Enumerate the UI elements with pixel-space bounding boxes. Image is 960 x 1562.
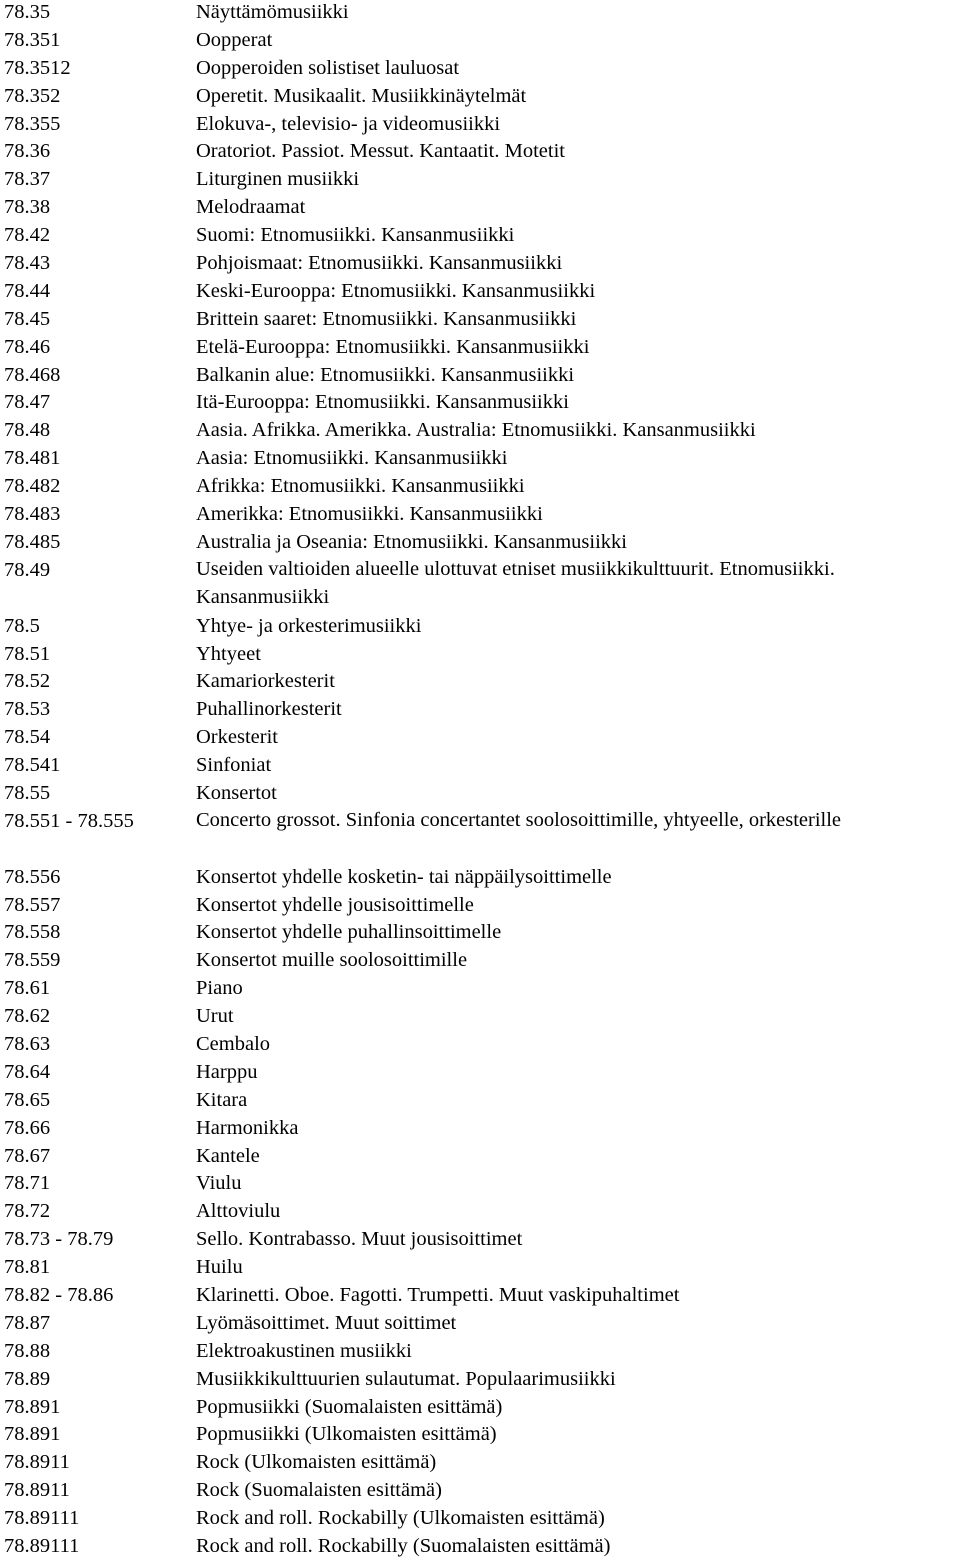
list-item bbox=[0, 223, 960, 251]
class-code: 78.64 bbox=[4, 1060, 51, 1083]
class-label: Konsertot muille soolosoittimille bbox=[196, 949, 468, 972]
class-label: Konsertot yhdelle kosketin- tai näppäilysoittimelle bbox=[196, 865, 612, 888]
class-code: 78.37 bbox=[4, 168, 51, 191]
list-item bbox=[0, 893, 960, 921]
class-code: 78.73 - 78.79 bbox=[4, 1228, 114, 1251]
class-label: Melodraamat bbox=[196, 196, 306, 219]
list-item bbox=[0, 251, 960, 279]
class-label: Brittein saaret: Etnomusiikki. Kansanmusiikki bbox=[196, 307, 577, 330]
list-item bbox=[0, 530, 960, 558]
class-label: Amerikka: Etnomusiikki. Kansanmusiikki bbox=[196, 503, 543, 526]
class-code: 78.468 bbox=[4, 363, 61, 386]
class-label: Rock and roll. Rockabilly (Suomalaisten esittämä) bbox=[196, 1535, 611, 1558]
list-item bbox=[0, 474, 960, 502]
class-code: 78.541 bbox=[4, 754, 61, 777]
class-code: 78.66 bbox=[4, 1116, 51, 1139]
class-label: Konsertot yhdelle jousisoittimelle bbox=[196, 893, 474, 916]
class-code: 78.46 bbox=[4, 335, 51, 358]
list-item bbox=[0, 307, 960, 335]
list-item bbox=[0, 920, 960, 948]
list-item bbox=[0, 1450, 960, 1478]
class-code: 78.485 bbox=[4, 530, 61, 553]
list-item bbox=[0, 167, 960, 195]
class-code: 78.557 bbox=[4, 893, 61, 916]
list-item bbox=[0, 1144, 960, 1172]
class-label: Kitara bbox=[196, 1088, 248, 1111]
class-code: 78.8911 bbox=[4, 1479, 70, 1502]
class-code: 78.42 bbox=[4, 224, 51, 247]
list-item bbox=[0, 1116, 960, 1144]
list-item bbox=[0, 1004, 960, 1032]
class-label: Aasia: Etnomusiikki. Kansanmusiikki bbox=[196, 447, 508, 470]
class-label: Cembalo bbox=[196, 1032, 271, 1055]
class-code: 78.72 bbox=[4, 1200, 51, 1223]
list-item bbox=[0, 642, 960, 670]
list-item bbox=[0, 0, 960, 28]
class-label: Elektroakustinen musiikki bbox=[196, 1339, 412, 1362]
class-code: 78.52 bbox=[4, 670, 51, 693]
class-label: Oratoriot. Passiot. Messut. Kantaatit. Motetit bbox=[196, 140, 565, 163]
class-label: Sinfoniat bbox=[196, 754, 272, 777]
class-code: 78.352 bbox=[4, 84, 61, 107]
class-label: Oopperat bbox=[196, 28, 273, 51]
class-code: 78.71 bbox=[4, 1172, 51, 1195]
class-label: Popmusiikki (Suomalaisten esittämä) bbox=[196, 1395, 503, 1418]
class-code: 78.44 bbox=[4, 279, 51, 302]
class-code: 78.556 bbox=[4, 865, 61, 888]
class-code: 78.82 - 78.86 bbox=[4, 1284, 114, 1306]
list-item bbox=[0, 669, 960, 697]
list-item bbox=[0, 502, 960, 530]
list-item bbox=[0, 1478, 960, 1506]
class-label: Kantele bbox=[196, 1144, 260, 1167]
class-label: Harmonikka bbox=[196, 1116, 299, 1139]
class-label: Useiden valtioiden alueelle ulottuvat etniset musiikkikulttuurit. Etnomusiikki. Kansanmusiikki bbox=[196, 557, 835, 608]
class-label: Huilu bbox=[196, 1256, 243, 1279]
list-item bbox=[0, 1422, 960, 1450]
list-item bbox=[0, 335, 960, 363]
list-item bbox=[0, 1367, 960, 1395]
list-item bbox=[0, 865, 960, 893]
class-code: 78.38 bbox=[4, 196, 51, 219]
class-label: Yhtye- ja orkesterimusiikki bbox=[196, 614, 422, 637]
class-label: Aasia. Afrikka. Amerikka. Australia: Etnomusiikki. Kansanmusiikki bbox=[196, 419, 756, 442]
list-item bbox=[0, 725, 960, 753]
class-code: 78.45 bbox=[4, 307, 51, 330]
class-label: Oopperoiden solistiset lauluosat bbox=[196, 56, 460, 79]
class-label: Keski-Eurooppa: Etnomusiikki. Kansanmusiikki bbox=[196, 279, 596, 302]
list-item bbox=[0, 1534, 960, 1562]
class-label: Viulu bbox=[196, 1172, 242, 1195]
list-item bbox=[0, 558, 960, 614]
class-label: Sello. Kontrabasso. Muut jousisoittimet bbox=[196, 1228, 523, 1251]
class-code: 78.49 bbox=[4, 558, 51, 581]
list-item bbox=[0, 753, 960, 781]
class-code: 78.48 bbox=[4, 419, 51, 442]
class-code: 78.62 bbox=[4, 1005, 51, 1028]
class-code: 78.89 bbox=[4, 1367, 51, 1390]
class-code: 78.89111 bbox=[4, 1535, 80, 1558]
list-item bbox=[0, 1255, 960, 1283]
class-label: Operetit. Musikaalit. Musiikkinäytelmät bbox=[196, 84, 527, 107]
class-code: 78.53 bbox=[4, 698, 51, 721]
list-item bbox=[0, 1088, 960, 1116]
class-code: 78.351 bbox=[4, 28, 61, 51]
class-code: 78.43 bbox=[4, 252, 51, 275]
list-item bbox=[0, 112, 960, 140]
class-code: 78.63 bbox=[4, 1032, 51, 1055]
class-code: 78.891 bbox=[4, 1423, 61, 1446]
class-label: Harppu bbox=[196, 1060, 258, 1083]
class-label: Alttoviulu bbox=[196, 1200, 281, 1223]
class-code: 78.355 bbox=[4, 112, 61, 135]
class-label: Popmusiikki (Ulkomaisten esittämä) bbox=[196, 1423, 497, 1446]
class-label: Piano bbox=[196, 977, 243, 1000]
class-label: Australia ja Oseania: Etnomusiikki. Kansanmusiikki bbox=[196, 530, 628, 553]
list-item bbox=[0, 1506, 960, 1534]
class-code: 78.55 bbox=[4, 781, 51, 804]
class-code: 78.551 - 78.555 bbox=[4, 809, 134, 832]
list-item bbox=[0, 1032, 960, 1060]
list-item bbox=[0, 1339, 960, 1367]
list-item bbox=[0, 279, 960, 307]
class-code: 78.61 bbox=[4, 977, 51, 1000]
class-code: 78.3512 bbox=[4, 56, 71, 79]
class-code: 78.47 bbox=[4, 391, 51, 414]
class-label: Orkesterit bbox=[196, 726, 278, 749]
class-code: 78.54 bbox=[4, 726, 51, 749]
class-code: 78.51 bbox=[4, 642, 51, 665]
class-code: 78.482 bbox=[4, 475, 61, 498]
list-item bbox=[0, 1283, 960, 1311]
list-item bbox=[0, 976, 960, 1004]
list-item bbox=[0, 390, 960, 418]
class-code: 78.35 bbox=[4, 1, 51, 23]
class-label: Rock (Suomalaisten esittämä) bbox=[196, 1479, 442, 1502]
class-code: 78.481 bbox=[4, 447, 61, 470]
class-code: 78.36 bbox=[4, 140, 51, 163]
list-item bbox=[0, 363, 960, 391]
class-label: Klarinetti. Oboe. Fagotti. Trumpetti. Muut vaskipuhaltimet bbox=[196, 1284, 680, 1306]
class-label: Urut bbox=[196, 1005, 234, 1028]
class-label: Pohjoismaat: Etnomusiikki. Kansanmusiikki bbox=[196, 252, 563, 275]
class-code: 78.81 bbox=[4, 1256, 51, 1279]
list-item bbox=[0, 697, 960, 725]
class-label: Itä-Eurooppa: Etnomusiikki. Kansanmusiikki bbox=[196, 391, 569, 414]
class-label: Kamariorkesterit bbox=[196, 670, 335, 693]
class-code: 78.88 bbox=[4, 1339, 51, 1362]
class-label: Rock and roll. Rockabilly (Ulkomaisten esittämä) bbox=[196, 1507, 605, 1530]
class-code: 78.67 bbox=[4, 1144, 51, 1167]
list-item bbox=[0, 809, 960, 865]
class-label: Musiikkikulttuurien sulautumat. Populaarimusiikki bbox=[196, 1367, 616, 1390]
list-item bbox=[0, 948, 960, 976]
list-item bbox=[0, 1171, 960, 1199]
class-code: 78.5 bbox=[4, 614, 40, 637]
list-item bbox=[0, 781, 960, 809]
class-code: 78.558 bbox=[4, 921, 61, 944]
class-code: 78.89111 bbox=[4, 1507, 80, 1530]
class-code: 78.483 bbox=[4, 503, 61, 526]
list-item bbox=[0, 1060, 960, 1088]
class-code: 78.559 bbox=[4, 949, 61, 972]
list-item bbox=[0, 614, 960, 642]
class-label: Lyömäsoittimet. Muut soittimet bbox=[196, 1311, 457, 1334]
class-label: Näyttämömusiikki bbox=[196, 1, 349, 23]
list-item bbox=[0, 418, 960, 446]
class-label: Rock (Ulkomaisten esittämä) bbox=[196, 1451, 437, 1474]
class-label: Concerto grossot. Sinfonia concertantet soolosoittimille, yhtyeelle, orkesterille bbox=[196, 808, 842, 831]
class-label: Puhallinorkesterit bbox=[196, 698, 342, 721]
class-code: 78.8911 bbox=[4, 1451, 70, 1474]
list-item bbox=[0, 1311, 960, 1339]
list-item bbox=[0, 195, 960, 223]
class-code: 78.87 bbox=[4, 1311, 51, 1334]
class-label: Balkanin alue: Etnomusiikki. Kansanmusiikki bbox=[196, 363, 575, 386]
class-code: 78.891 bbox=[4, 1395, 61, 1418]
list-item bbox=[0, 84, 960, 112]
class-label: Konsertot bbox=[196, 781, 277, 804]
class-label: Konsertot yhdelle puhallinsoittimelle bbox=[196, 921, 502, 944]
list-item bbox=[0, 446, 960, 474]
class-label: Afrikka: Etnomusiikki. Kansanmusiikki bbox=[196, 475, 525, 498]
class-label: Etelä-Eurooppa: Etnomusiikki. Kansanmusiikki bbox=[196, 335, 590, 358]
class-label: Liturginen musiikki bbox=[196, 168, 360, 191]
list-item bbox=[0, 56, 960, 84]
list-item bbox=[0, 1227, 960, 1255]
class-label: Suomi: Etnomusiikki. Kansanmusiikki bbox=[196, 224, 515, 247]
list-item bbox=[0, 139, 960, 167]
list-item bbox=[0, 1199, 960, 1227]
list-item bbox=[0, 1395, 960, 1423]
class-label: Yhtyeet bbox=[196, 642, 261, 665]
class-label: Elokuva-, televisio- ja videomusiikki bbox=[196, 112, 501, 135]
class-code: 78.65 bbox=[4, 1088, 51, 1111]
list-item bbox=[0, 28, 960, 56]
